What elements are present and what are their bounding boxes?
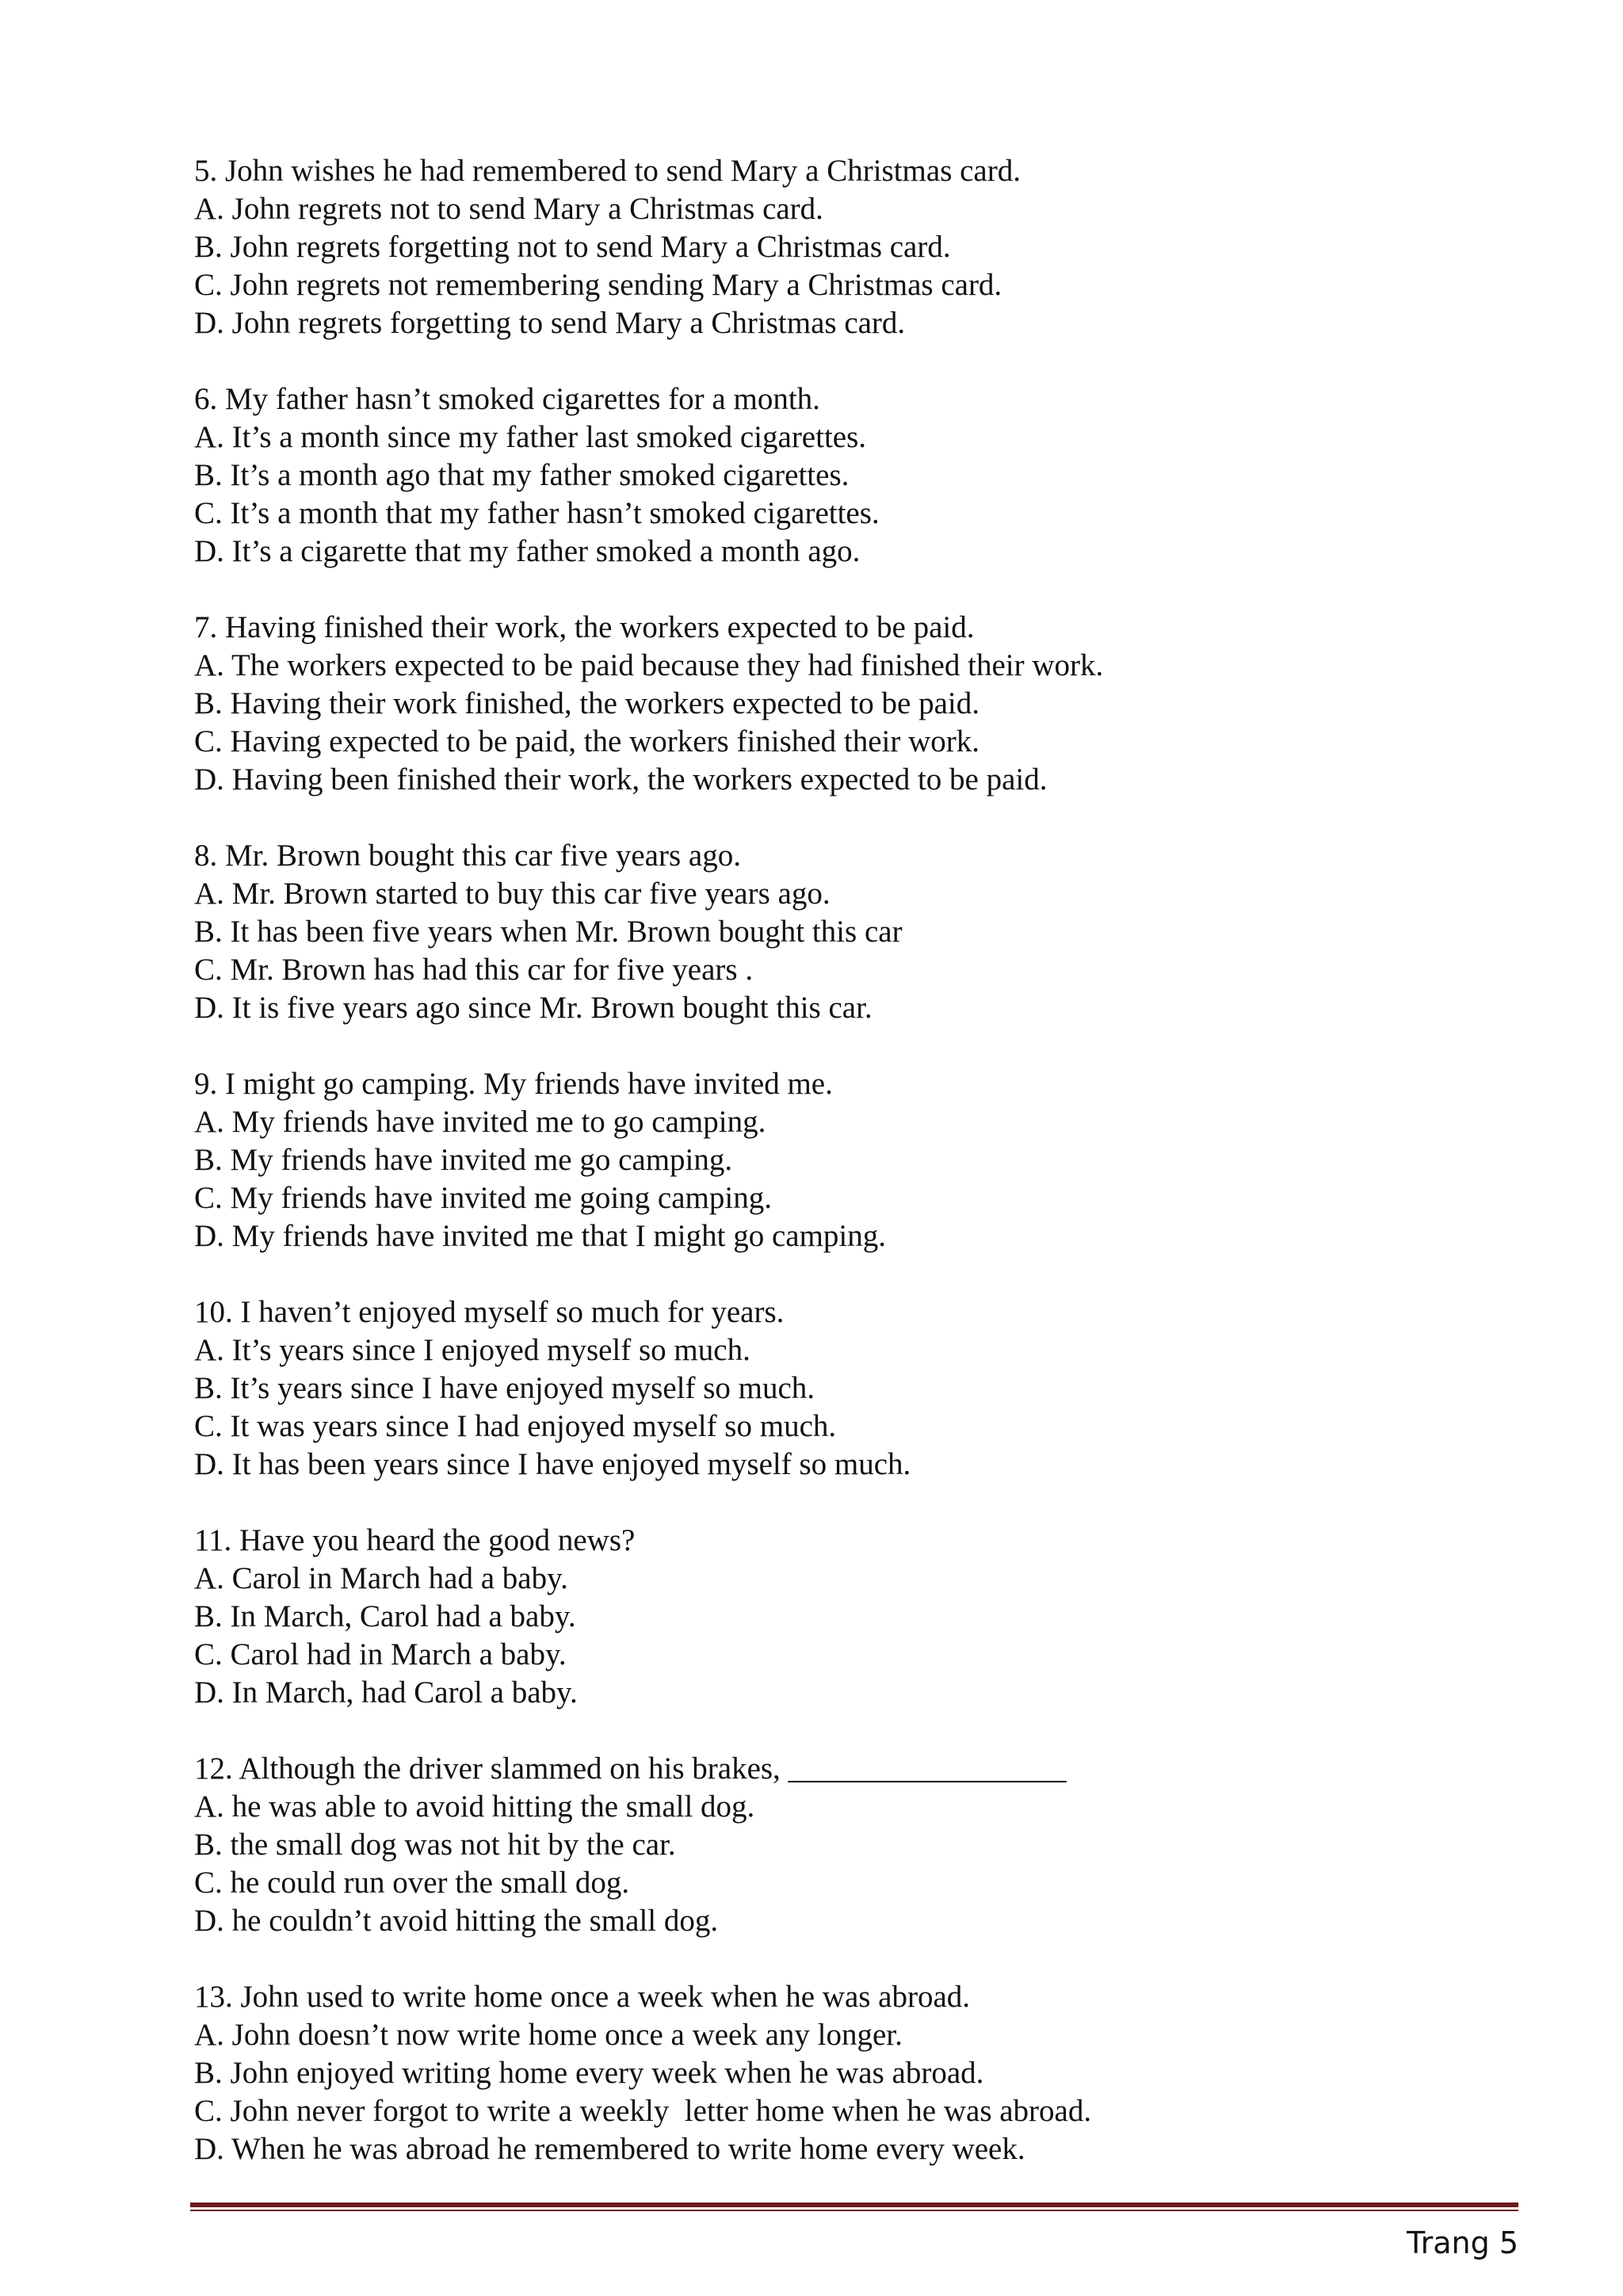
option-d: D. It is five years ago since Mr. Brown bought this car. xyxy=(194,991,873,1025)
option-a: A. It’s years since I enjoyed myself so much. xyxy=(194,1333,750,1367)
question-stem: 8. Mr. Brown bought this car five years ago. xyxy=(194,839,741,873)
option-c: C. John regrets not remembering sending Mary a Christmas card. xyxy=(194,268,1002,302)
option-a: A. The workers expected to be paid because they had finished their work. xyxy=(194,648,1104,682)
question-stem: 6. My father hasn’t smoked cigarettes for a month. xyxy=(194,382,820,416)
question-9 xyxy=(194,1065,1541,1255)
question-10 xyxy=(194,1293,1541,1484)
question-stem: 12. Although the driver slammed on his brakes, __________________ xyxy=(194,1752,1067,1786)
option-b: B. John regrets forgetting not to send Mary a Christmas card. xyxy=(194,230,951,264)
option-d: D. John regrets forgetting to send Mary a Christmas card. xyxy=(194,306,906,340)
option-d: D. Having been finished their work, the workers expected to be paid. xyxy=(194,762,1048,797)
option-b: B. It’s a month ago that my father smoked cigarettes. xyxy=(194,458,850,492)
exercise-content xyxy=(194,152,1541,2206)
option-d: D. It’s a cigarette that my father smoked a month ago. xyxy=(194,534,861,568)
option-b: B. It’s years since I have enjoyed myself so much. xyxy=(194,1371,815,1405)
question-13 xyxy=(194,1978,1541,2168)
option-b: B. In March, Carol had a baby. xyxy=(194,1599,576,1633)
option-c: C. My friends have invited me going camping. xyxy=(194,1181,772,1215)
option-a: A. John regrets not to send Mary a Christmas card. xyxy=(194,192,823,226)
option-a: A. It’s a month since my father last smoked cigarettes. xyxy=(194,420,867,454)
question-stem: 9. I might go camping. My friends have invited me. xyxy=(194,1067,833,1101)
option-c: C. Having expected to be paid, the workers finished their work. xyxy=(194,724,980,758)
option-d: D. It has been years since I have enjoyed myself so much. xyxy=(194,1447,911,1481)
question-stem: 13. John used to write home once a week when he was abroad. xyxy=(194,1980,971,2014)
option-a: A. John doesn’t now write home once a week any longer. xyxy=(194,2018,903,2052)
option-a: A. Carol in March had a baby. xyxy=(194,1561,568,1595)
option-b: B. My friends have invited me go camping. xyxy=(194,1143,733,1177)
question-11 xyxy=(194,1522,1541,1712)
option-c: C. It was years since I had enjoyed myself so much. xyxy=(194,1409,837,1443)
option-b: B. Having their work finished, the workers expected to be paid. xyxy=(194,686,980,720)
question-12 xyxy=(194,1750,1541,1940)
option-c: C. It’s a month that my father hasn’t smoked cigarettes. xyxy=(194,496,880,530)
question-6 xyxy=(194,380,1541,571)
question-stem: 7. Having finished their work, the workers expected to be paid. xyxy=(194,610,975,644)
option-a: A. he was able to avoid hitting the small dog. xyxy=(194,1790,755,1824)
option-a: A. Mr. Brown started to buy this car five years ago. xyxy=(194,877,831,911)
option-c: C. Carol had in March a baby. xyxy=(194,1637,567,1671)
option-a: A. My friends have invited me to go camping. xyxy=(194,1105,766,1139)
option-c: C. John never forgot to write a weekly letter home when he was abroad. xyxy=(194,2094,1092,2128)
question-7 xyxy=(194,609,1541,799)
option-b: B. the small dog was not hit by the car. xyxy=(194,1828,676,1862)
option-d: D. In March, had Carol a baby. xyxy=(194,1675,578,1710)
option-b: B. John enjoyed writing home every week when he was abroad. xyxy=(194,2056,984,2090)
option-c: C. Mr. Brown has had this car for five years . xyxy=(194,953,754,987)
option-d: D. he couldn’t avoid hitting the small dog. xyxy=(194,1904,719,1938)
footer-rule-thin xyxy=(190,2210,1518,2211)
question-stem: 11. Have you heard the good news? xyxy=(194,1523,636,1557)
option-b: B. It has been five years when Mr. Brown bought this car xyxy=(194,915,903,949)
question-stem: 5. John wishes he had remembered to send Mary a Christmas card. xyxy=(194,154,1021,188)
option-c: C. he could run over the small dog. xyxy=(194,1866,630,1900)
question-stem: 10. I haven’t enjoyed myself so much for years. xyxy=(194,1295,785,1329)
page-number: Trang 5 xyxy=(1407,2225,1518,2260)
option-d: D. My friends have invited me that I might go camping. xyxy=(194,1219,886,1253)
question-5 xyxy=(194,152,1541,342)
question-8 xyxy=(194,837,1541,1027)
footer-rule xyxy=(190,2202,1518,2211)
option-d: D. When he was abroad he remembered to write home every week. xyxy=(194,2132,1025,2166)
